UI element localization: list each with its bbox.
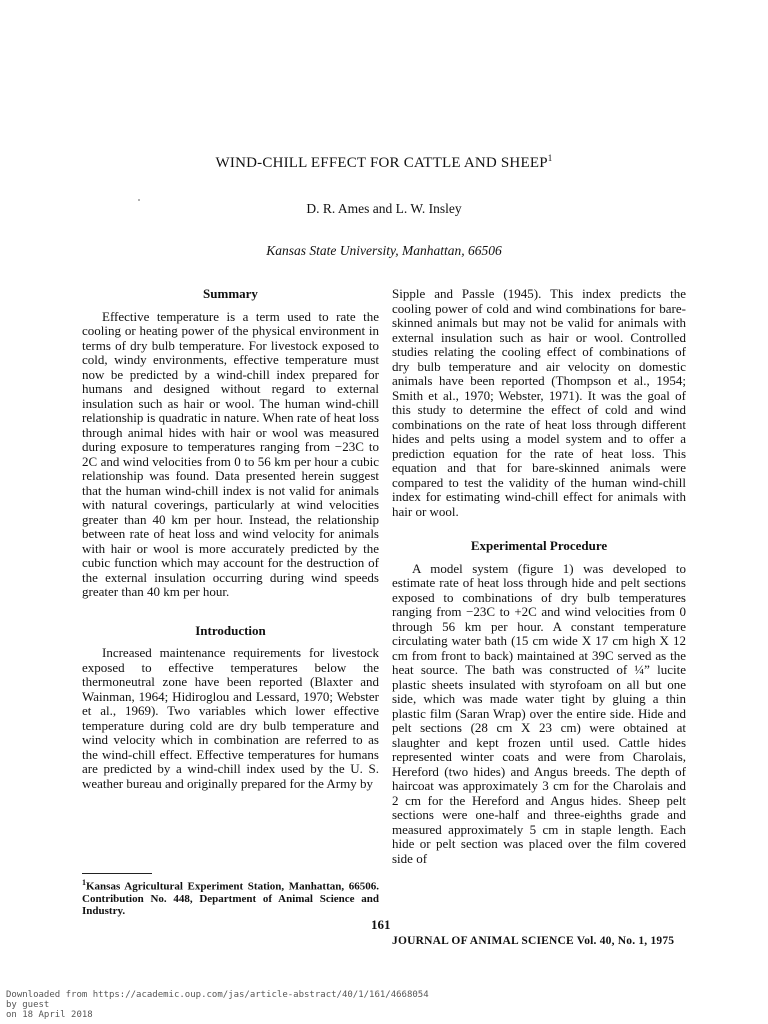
download-notice bbox=[6, 990, 706, 1020]
right-column bbox=[392, 287, 686, 866]
affiliation: Kansas State University, Manhattan, 66506 bbox=[266, 243, 502, 258]
summary-heading: Summary bbox=[203, 286, 258, 301]
experimental-paragraph: A model system (figure 1) was developed to estimate rate of heat loss through hide and pelt sections exposed to combinations of dry bulb temperatures ranging from −23C to +2C and wind velocities from 0 through 56 km per hour. A constant temperature circulating water bath (15 cm wide X 17 cm high X 12 cm from front to back) maintained at 39C served as the heat source. The bath was constructed of ¼” lucite plastic sheets insulated with styrofoam on all but one side, which was made water tight by gluing a thin plastic film (Saran Wrap) over the entire side. Hide and pelt sections (28 cm X 23 cm) were obtained at slaughter and kept frozen until used. Cattle hides represented winter coats and were from Charolais, Hereford (two hides) and Angus breeds. The depth of haircoat was approximately 3 cm for the Charolais and 2 cm for the Hereford and Angus hides. Sheep pelt sections were one-half and three-eighths grade and measured approximately 5 cm in staple length. Each hide or pelt section was placed over the film covered side of bbox=[392, 560, 686, 866]
paper-title: WIND-CHILL EFFECT FOR CATTLE AND SHEEP$^1$ bbox=[215, 153, 553, 171]
authors: D. R. Ames and L. W. Insley bbox=[306, 201, 462, 216]
download-line-3: on 18 April 2018 bbox=[6, 1010, 93, 1020]
introduction-paragraph: Increased maintenance requirements for livestock exposed to effective temperatures below the thermoneutral zone have been reported (Blaxter and Wainman, 1964; Hidiroglou and Lessard, 1970; Webster et al., 1969). Two variables which lower effective temperature during cold are dry bulb temperature and wind velocity which in combination are referred to as the wind-chill effect. Effective temperatures for humans are predicted by a wind-chill index used by the U. S. weather bureau and originally prepared for the Army by bbox=[82, 645, 379, 791]
journal-line: JOURNAL OF ANIMAL SCIENCE Vol. 40, No. 1, 1975 bbox=[392, 935, 675, 947]
footnote bbox=[82, 877, 379, 917]
left-column bbox=[82, 287, 379, 791]
experimental-heading: Experimental Procedure bbox=[470, 538, 608, 553]
footnote-text: Kansas Agricultural Experiment Station, Manhattan, 66506. Contribution No. 448, Department of Animal Science and Industry. bbox=[82, 880, 379, 917]
page-number: 161 bbox=[371, 917, 391, 932]
download-line-1: Downloaded from https://academic.oup.com/jas/article-abstract/40/1/161/4668054 bbox=[6, 990, 429, 1000]
footnote-rule bbox=[82, 873, 152, 874]
footnote-mark: 1 bbox=[82, 878, 86, 887]
introduction-heading: Introduction bbox=[195, 622, 266, 638]
title-footnote-mark: 1 bbox=[547, 153, 553, 163]
introduction-continuation: Sipple and Passle (1945). This index predicts the cooling power of cold and wind combinations for bare-skinned animals but may not be valid for animals with external insulation such as hair or wool. Controlled studies relating the cooling effect of combinations of dry bulb temperature and air velocity on domestic animals have been reported (Thompson et al., 1954; Smith et al., 1970; Webster, 1971). It was the goal of this study to determine the effect of cold and wind combinations on the rate of heat loss through different hides and pelts using a model system and to offer a prediction equation for the rate of heat loss. This equation and that for bare-skinned animals were compared to test the validity of the human wind-chill index for estimating wind-chill effect for animals with hair or wool. bbox=[392, 286, 686, 519]
summary-paragraph: Effective temperature is a term used to rate the cooling or heating power of the physical environment in terms of dry bulb temperature. For livestock exposed to cold, windy environments, effective temperature must now be predicted by a wind-chill index prepared for humans and designed without regard to external insulation such as hair or wool. The human wind-chill relationship is quadratic in nature. When rate of heat loss through animal hides with hair or wool was measured during exposure to temperatures ranging from −23C to 2C and wind velocities from 0 to 56 km per hour a cubic relationship was found. Data presented herein suggest that the human wind-chill index is not valid for animals with natural coverings, particularly at wind velocities greater than 40 km per hour. Instead, the relationship between rate of heat loss and wind velocity for animals with hair or wool is more accurately predicted by the cubic function which may account for the destruction of the external insulation occurring during wind speeds greater than 40 km per hour. bbox=[82, 308, 379, 599]
download-line-2: by guest bbox=[6, 1000, 50, 1010]
